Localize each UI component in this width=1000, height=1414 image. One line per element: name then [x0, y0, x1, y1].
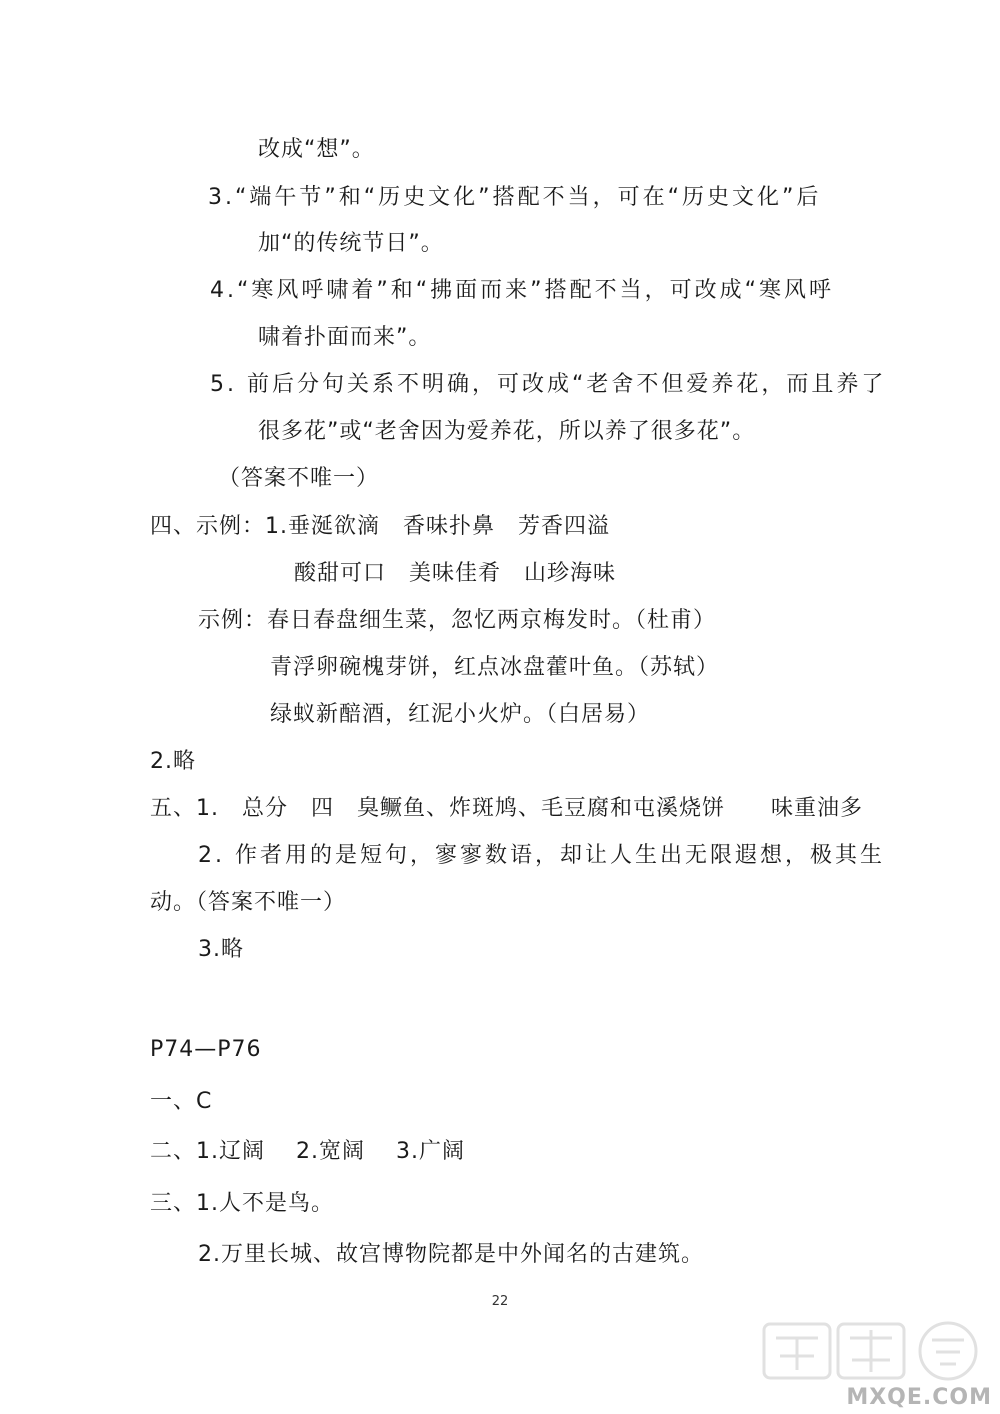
answer-line: 2.略	[150, 749, 196, 774]
answer-line: 3.“端午节”和“历史文化”搭配不当，可在“历史文化”后	[208, 185, 822, 210]
answer-line: 动。（答案不唯一）	[150, 890, 347, 915]
answer-line: 示例：春日春盘细生菜，忽忆两京梅发时。（杜甫）	[198, 608, 717, 633]
section-one-heading: 一、C	[150, 1089, 213, 1114]
watermark-text: MXQE.COM	[846, 1385, 992, 1410]
answer-line: 啸着扑面而来”。	[258, 325, 432, 350]
answer-line: 2.万里长城、故宫博物院都是中外闻名的古建筑。	[198, 1242, 704, 1267]
answer-line: 4.“寒风呼啸着”和“拂面而来”搭配不当，可改成“寒风呼	[210, 278, 834, 303]
answer-line: 3.略	[198, 937, 244, 962]
answer-line: 酸甜可口 美味佳肴 山珍海味	[294, 561, 617, 586]
answer-line: 很多花”或“老舍因为爱养花，所以养了很多花”。	[258, 419, 756, 444]
section-three-heading: 三、1.人不是鸟。	[150, 1191, 334, 1216]
section-four-heading: 四、示例：1.垂涎欲滴 香味扑鼻 芳香四溢	[150, 514, 610, 539]
section-two-heading: 二、1.辽阔 2.宽阔 3.广阔	[150, 1139, 465, 1164]
answer-line: 2. 作者用的是短句，寥寥数语，却让人生出无限遐想，极其生	[198, 843, 885, 868]
answer-line: 加“的传统节日”。	[258, 231, 444, 256]
answer-line: 青浮卵碗槐芽饼，红点冰盘藿叶鱼。（苏轼）	[270, 655, 720, 680]
answer-line: 5. 前后分句关系不明确，可改成“老舍不但爱养花，而且养了	[210, 372, 887, 397]
answer-note: （答案不唯一）	[218, 466, 380, 491]
answer-line: 改成“想”。	[258, 137, 375, 162]
answer-line: 绿蚁新醅酒，红泥小火炉。（白居易）	[270, 702, 651, 727]
section-five-heading: 五、1. 总分 四 臭鳜鱼、炸斑鸠、毛豆腐和屯溪烧饼 味重油多	[150, 796, 863, 821]
page-number: 22	[491, 1294, 509, 1309]
page-range-heading: P74—P76	[150, 1037, 262, 1062]
